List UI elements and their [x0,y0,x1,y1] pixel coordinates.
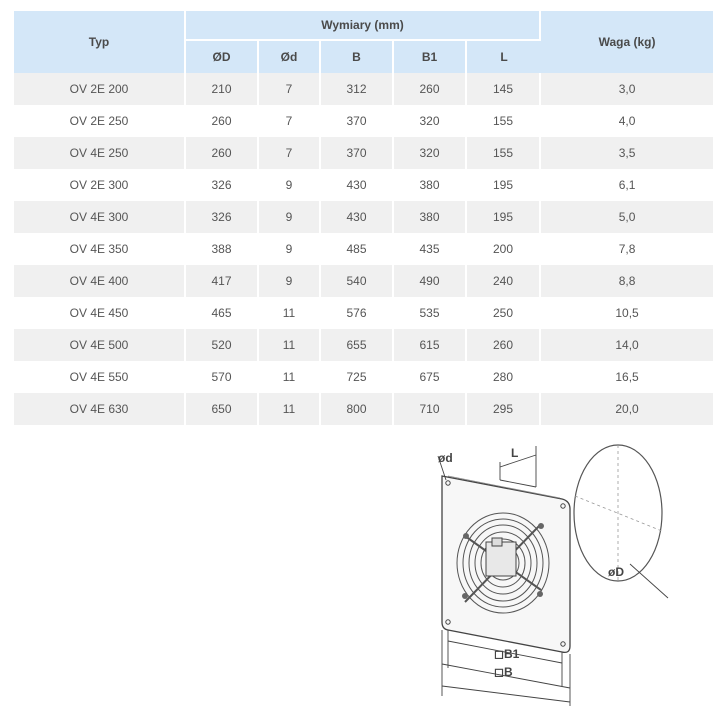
table-cell-b1: 320 [394,137,467,169]
table-cell-b1: 490 [394,265,467,297]
table-cell-l: 260 [467,329,541,361]
table-cell-d: 11 [259,393,321,425]
table-cell-b: 576 [321,297,394,329]
table-cell-d: 260 [186,137,259,169]
header-col-L: L [467,39,541,73]
label-B1: ◻B1 [494,647,520,661]
header-col-B1: B1 [394,39,467,73]
table-cell-d: 388 [186,233,259,265]
table-cell-l: 145 [467,73,541,105]
table-cell-d: 9 [259,233,321,265]
table-cell-b: 430 [321,169,394,201]
table-body [14,73,713,425]
header-col-d: Ød [259,39,321,73]
table-cell-l: 250 [467,297,541,329]
table-cell-l: 195 [467,169,541,201]
table-row [14,329,713,361]
fan-drawing [420,436,720,716]
table-row [14,233,713,265]
header-typ: Typ [14,11,186,73]
table-cell-waga: 6,1 [541,169,713,201]
table-cell-d: 326 [186,169,259,201]
table-cell-b: 370 [321,105,394,137]
table-cell-b1: 380 [394,201,467,233]
table-cell-waga: 10,5 [541,297,713,329]
table-cell-typ: OV 4E 250 [14,137,186,169]
fan-dimension-diagram [420,436,720,716]
table-cell-b: 540 [321,265,394,297]
table-cell-waga: 14,0 [541,329,713,361]
table-cell-typ: OV 4E 400 [14,265,186,297]
table-cell-b1: 615 [394,329,467,361]
table-cell-b1: 710 [394,393,467,425]
table-cell-d: 210 [186,73,259,105]
table-cell-b1: 675 [394,361,467,393]
table-cell-waga: 16,5 [541,361,713,393]
table-cell-typ: OV 4E 450 [14,297,186,329]
table-cell-l: 240 [467,265,541,297]
table-cell-typ: OV 2E 300 [14,169,186,201]
table-cell-l: 295 [467,393,541,425]
table-cell-b: 312 [321,73,394,105]
table-cell-waga: 8,8 [541,265,713,297]
table-cell-waga: 7,8 [541,233,713,265]
table-cell-typ: OV 2E 200 [14,73,186,105]
table-cell-b: 800 [321,393,394,425]
table-cell-d: 570 [186,361,259,393]
table-cell-d: 7 [259,105,321,137]
label-B: ◻B [494,665,513,679]
table-cell-waga: 20,0 [541,393,713,425]
table-cell-typ: OV 4E 550 [14,361,186,393]
table-row [14,73,713,105]
motor-hub [486,542,516,576]
table-cell-l: 200 [467,233,541,265]
table-cell-d: 326 [186,201,259,233]
header-col-D: ØD [186,39,259,73]
table-cell-l: 155 [467,105,541,137]
table-cell-d: 9 [259,265,321,297]
table-cell-waga: 5,0 [541,201,713,233]
table-cell-b1: 435 [394,233,467,265]
table-cell-typ: OV 4E 300 [14,201,186,233]
table-cell-d: 9 [259,201,321,233]
table-cell-b: 430 [321,201,394,233]
table-row [14,105,713,137]
table-row [14,169,713,201]
table-cell-waga: 4,0 [541,105,713,137]
table-cell-waga: 3,0 [541,73,713,105]
table-cell-l: 280 [467,361,541,393]
table-row [14,297,713,329]
table-cell-d: 9 [259,169,321,201]
table-cell-b: 485 [321,233,394,265]
table-row [14,201,713,233]
header-col-B: B [321,39,394,73]
table-cell-l: 195 [467,201,541,233]
table-row [14,265,713,297]
table-row [14,361,713,393]
table-cell-d: 11 [259,297,321,329]
table-cell-d: 260 [186,105,259,137]
table-cell-waga: 3,5 [541,137,713,169]
table-cell-b1: 380 [394,169,467,201]
table-cell-b1: 260 [394,73,467,105]
table-cell-b: 725 [321,361,394,393]
table-cell-d: 650 [186,393,259,425]
table-cell-typ: OV 4E 500 [14,329,186,361]
header-weight: Waga (kg) [541,11,713,73]
table-cell-d: 7 [259,137,321,169]
table-cell-typ: OV 4E 630 [14,393,186,425]
table-cell-b1: 535 [394,297,467,329]
table-cell-d: 465 [186,297,259,329]
label-D: øD [608,565,624,579]
label-d: ød [438,451,453,465]
table-row [14,393,713,425]
table-cell-b1: 320 [394,105,467,137]
dimensions-table [14,11,713,425]
table-cell-d: 7 [259,73,321,105]
table-cell-d: 11 [259,361,321,393]
table-row [14,137,713,169]
table-cell-b: 655 [321,329,394,361]
table-cell-b: 370 [321,137,394,169]
table-cell-d: 11 [259,329,321,361]
table-cell-typ: OV 2E 250 [14,105,186,137]
table-cell-typ: OV 4E 350 [14,233,186,265]
table-cell-d: 417 [186,265,259,297]
label-L: L [511,446,519,460]
table-cell-l: 155 [467,137,541,169]
table-cell-d: 520 [186,329,259,361]
header-dimensions-group: Wymiary (mm) [186,11,541,39]
